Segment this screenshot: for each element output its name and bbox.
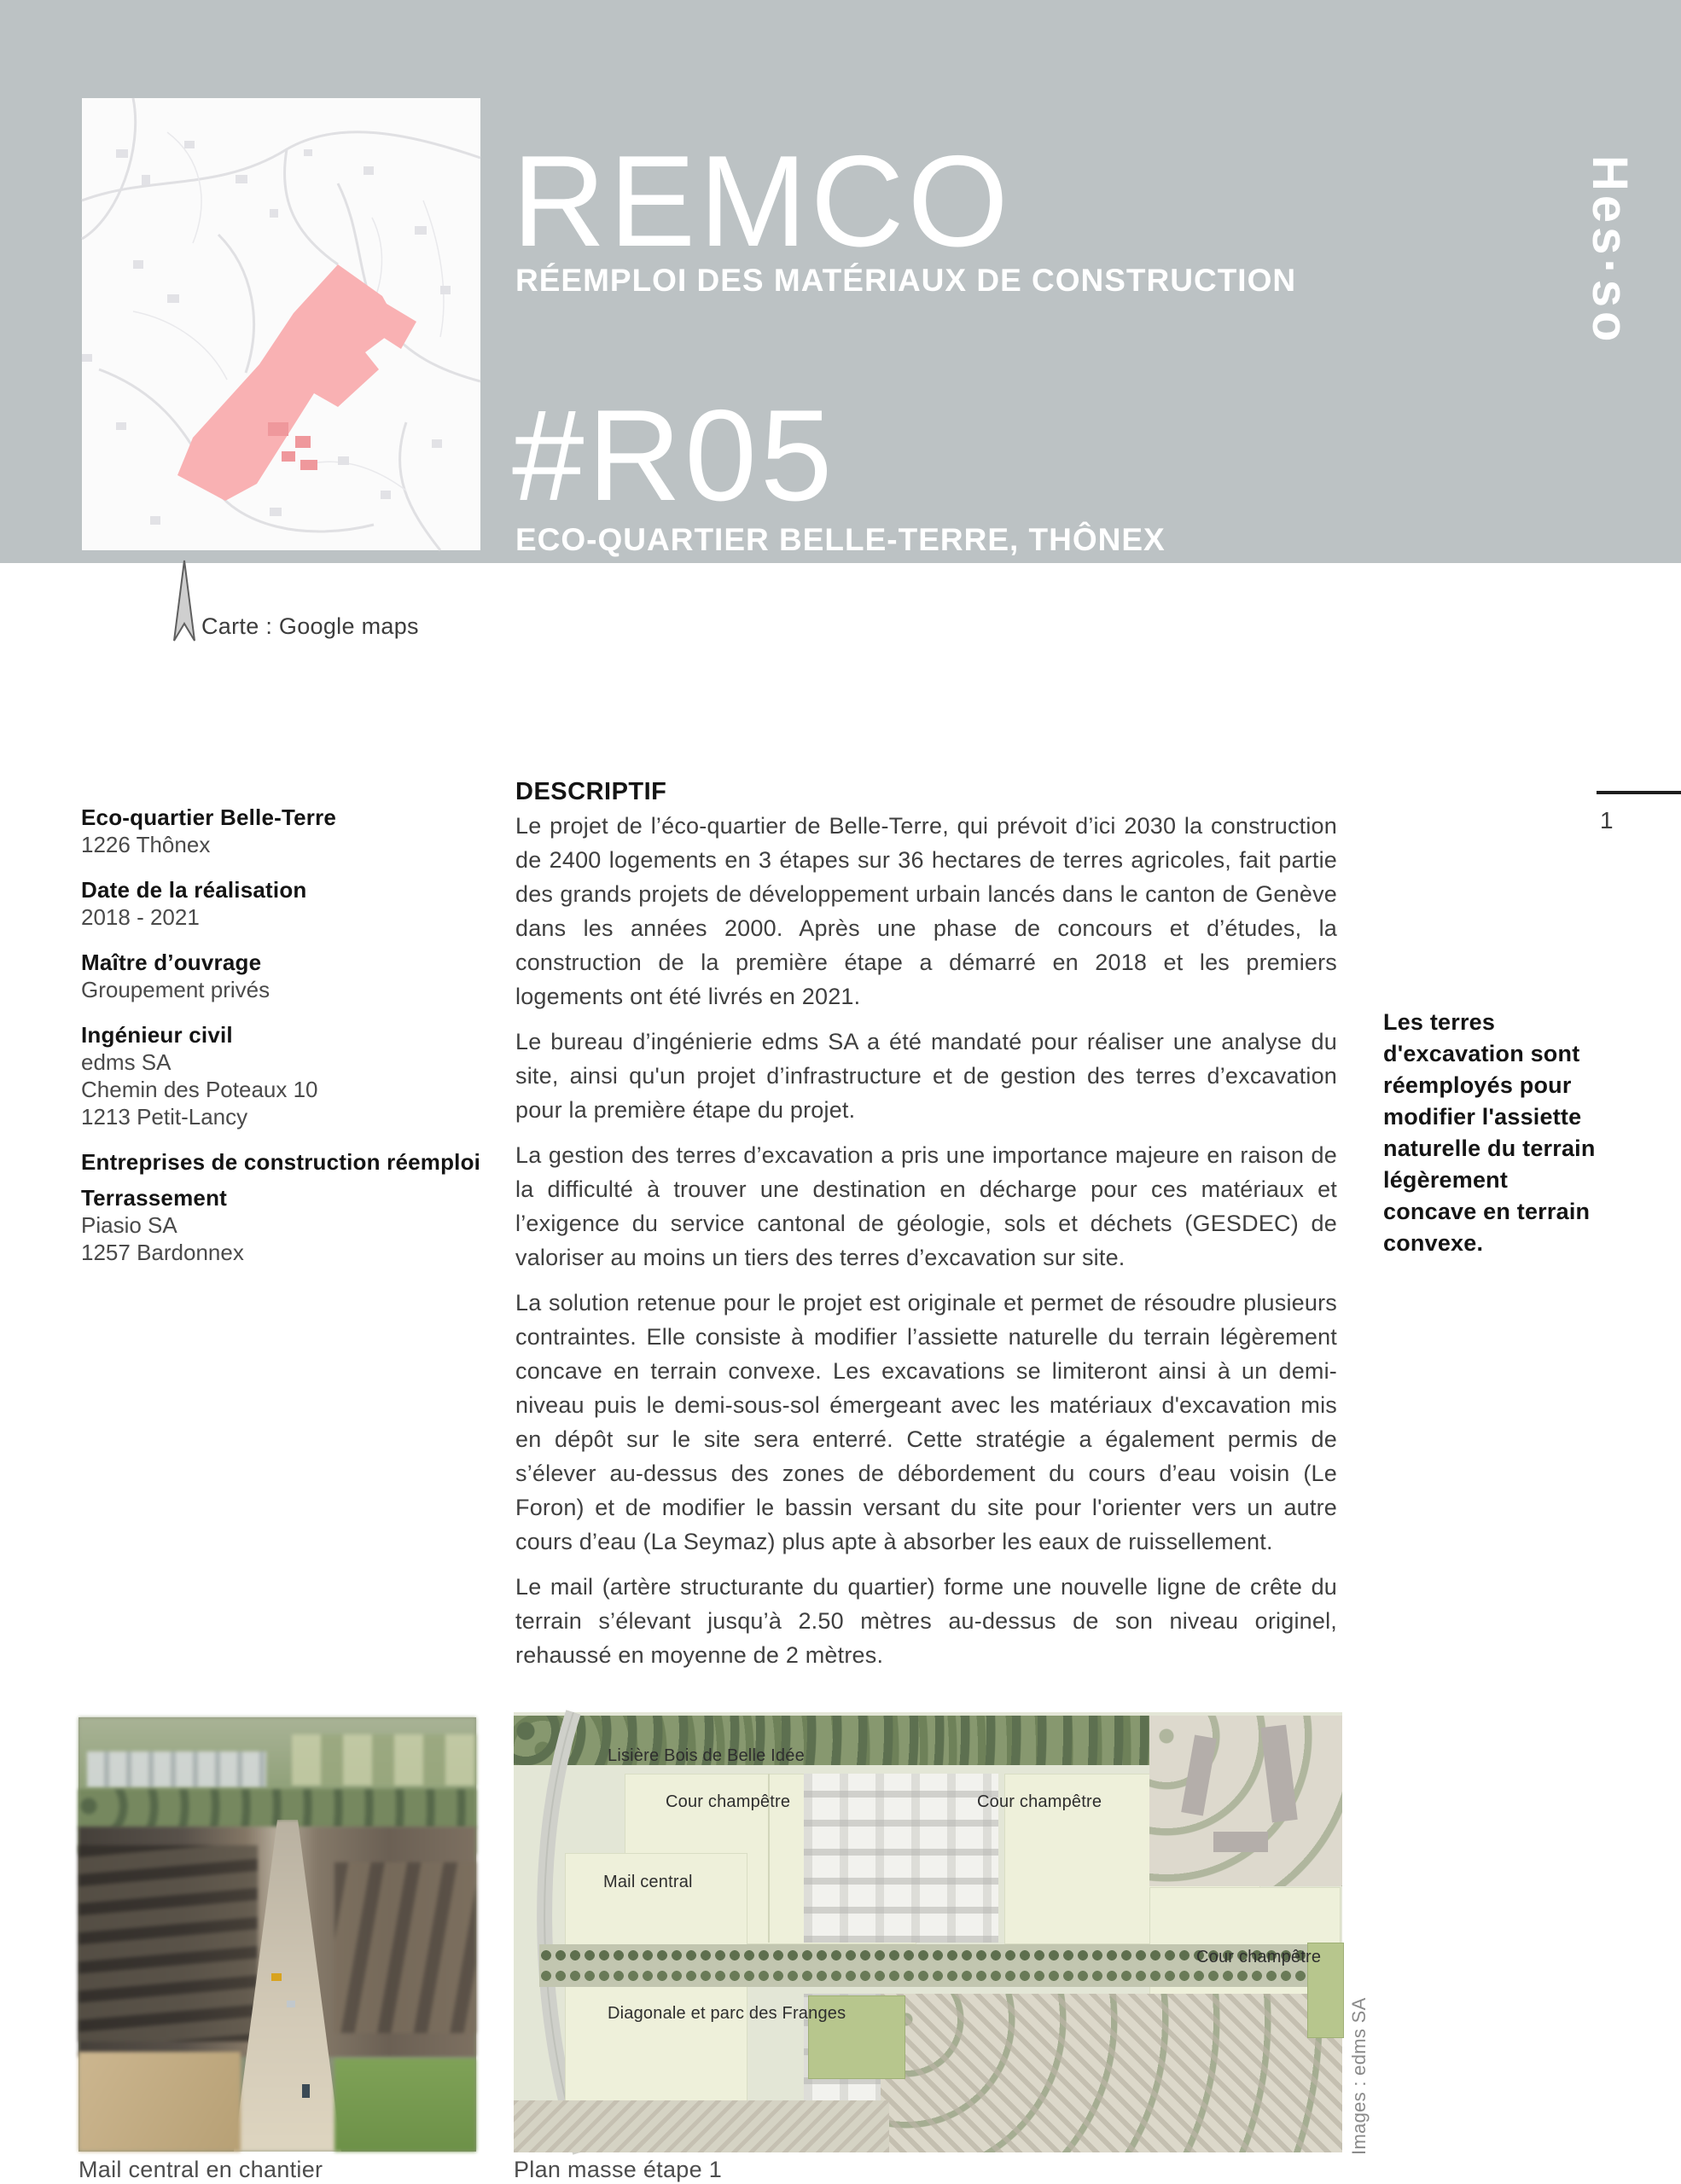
info-line: 2018 - 2021 xyxy=(81,904,200,930)
plan-label: Cour champêtre xyxy=(666,1792,791,1811)
info-group-ingenieur xyxy=(81,1021,491,1130)
plan-town-right xyxy=(1149,1716,1342,1886)
plan-label: Cour champêtre xyxy=(1196,1948,1322,1966)
plan-buildings-cluster xyxy=(804,1774,998,1943)
info-title: Ingénieur civil xyxy=(81,1022,233,1048)
descriptif-heading: DESCRIPTIF xyxy=(515,778,667,805)
map-graphic xyxy=(82,98,480,550)
plan-residential xyxy=(514,2100,889,2152)
north-arrow-icon xyxy=(172,559,197,644)
descriptif-body xyxy=(515,809,1337,1683)
program-subtitle: RÉEMPLOI DES MATÉRIAUX DE CONSTRUCTION xyxy=(515,263,1297,298)
program-acronym-title: REMCO xyxy=(512,129,1012,274)
info-line: Groupement privés xyxy=(81,977,270,1002)
project-subtitle: ECO-QUARTIER BELLE-TERRE, THÔNEX xyxy=(515,522,1166,557)
plan-label: Cour champêtre xyxy=(977,1792,1102,1811)
page-number: 1 xyxy=(1600,807,1614,834)
construction-photo xyxy=(79,1717,476,2152)
pull-quote: Les terres d'excavation sont réemployés pour modifier l'assiette naturelle du terrain légèrement concave en terrain convexe. xyxy=(1383,1009,1596,1256)
photo-truck xyxy=(287,2001,295,2007)
location-map xyxy=(82,98,480,639)
photo-green-field xyxy=(334,2059,476,2152)
info-title: Maître d’ouvrage xyxy=(81,950,262,975)
plan-caption: Plan masse étape 1 xyxy=(514,2157,723,2182)
info-title: Eco-quartier Belle-Terre xyxy=(81,804,337,830)
plan-building xyxy=(1213,1832,1268,1852)
info-line: 1213 Petit-Lancy xyxy=(81,1104,248,1130)
info-line: Piasio SA xyxy=(81,1212,177,1238)
info-line: 1257 Bardonnex xyxy=(81,1240,244,1265)
descriptif-paragraph: Le projet de l’éco-quartier de Belle-Terre, qui prévoit d’ici 2030 la construction de 2400 logements en 3 étapes sur 36 hectares de terres agricoles, fait partie des grands projets de développement urbain lancés dans le canton de Genève dans les années 2000. Après une phase de concours et d’études, la construction de la première étape a démarré en 2018 et les premiers logements ont été livrés en 2021. xyxy=(515,813,1337,1009)
hes-so-logo: Hes·so xyxy=(1582,155,1637,346)
image-credit: Images : edms SA xyxy=(1348,1997,1370,2155)
project-info-column xyxy=(81,804,491,1284)
descriptif-paragraph: Le bureau d’ingénierie edms SA a été mandaté pour réaliser une analyse du site, ainsi qu'un projet d’infrastructure et de gestion des terres d’excavation pour la première étape du projet. xyxy=(515,1029,1337,1123)
plan-label: Lisière Bois de Belle Idée xyxy=(608,1746,805,1765)
info-title: Entreprises de construction réemploi xyxy=(81,1149,481,1175)
page-number-rule xyxy=(1597,791,1681,794)
info-group-terrassement xyxy=(81,1184,491,1266)
info-line: 1226 Thônex xyxy=(81,832,211,857)
photo-container xyxy=(302,2084,310,2098)
info-group-date xyxy=(81,876,491,931)
header-band xyxy=(0,0,1681,639)
photo-far-fields xyxy=(292,1734,476,1786)
photo-terraces xyxy=(79,1845,258,2042)
info-line: edms SA xyxy=(81,1049,172,1075)
plan-residential xyxy=(881,1994,1342,2152)
info-group-project xyxy=(81,804,491,858)
info-title: Terrassement xyxy=(81,1185,228,1211)
plan-label: Diagonale et parc des Franges xyxy=(608,2004,846,2023)
photo-buildings xyxy=(87,1751,266,1787)
photo-mounds xyxy=(334,1862,476,2033)
descriptif-paragraph: La solution retenue pour le projet est originale et permet de résoudre plusieurs contraintes. Elle consiste à modifier l’assiette naturelle du terrain légèrement concave en terrain convexe. Les excavations se limiteront ainsi à un demi-niveau puis le demi-sous-sol émergeant avec les matériaux d'excavation mis en dépôt sur le site sera enterré. Cette stratégie a également permis de s’élever au-dessus des zones de débordement du cours d’eau voisin (Le Foron) et de modifier le bassin versant du site pour l'orienter vers un autre cours d’eau (La Seymaz) plus apte à absorber les eaux de ruissellement. xyxy=(515,1290,1337,1554)
masterplan-figure xyxy=(514,1712,1342,2152)
project-number-title: #R05 xyxy=(512,383,836,528)
photo-digger xyxy=(271,1973,282,1981)
map-caption: Carte : Google maps xyxy=(201,613,419,639)
info-line: Chemin des Poteaux 10 xyxy=(81,1077,318,1102)
descriptif-paragraph: Le mail (artère structurante du quartier) forme une nouvelle ligne de crête du terrain s’élevant jusqu’à 2.50 mètres au-dessus de son niveau originel, rehaussé en moyenne de 2 mètres. xyxy=(515,1574,1337,1668)
photo-sand xyxy=(79,2052,241,2152)
plan-label: Mail central xyxy=(603,1873,693,1891)
info-group-entreprises xyxy=(81,1148,491,1176)
descriptif-paragraph: La gestion des terres d’excavation a pris une importance majeure en raison de la difficulté à trouver une destination en décharge pour ces matériaux et l’exigence du service cantonal de géologie, sols et déchets (GESDEC) de valoriser au moins un tiers des terres d’excavation sur site. xyxy=(515,1142,1337,1270)
info-title: Date de la réalisation xyxy=(81,877,307,903)
photo-caption: Mail central en chantier xyxy=(79,2157,323,2182)
info-group-maitre-ouvrage xyxy=(81,949,491,1003)
